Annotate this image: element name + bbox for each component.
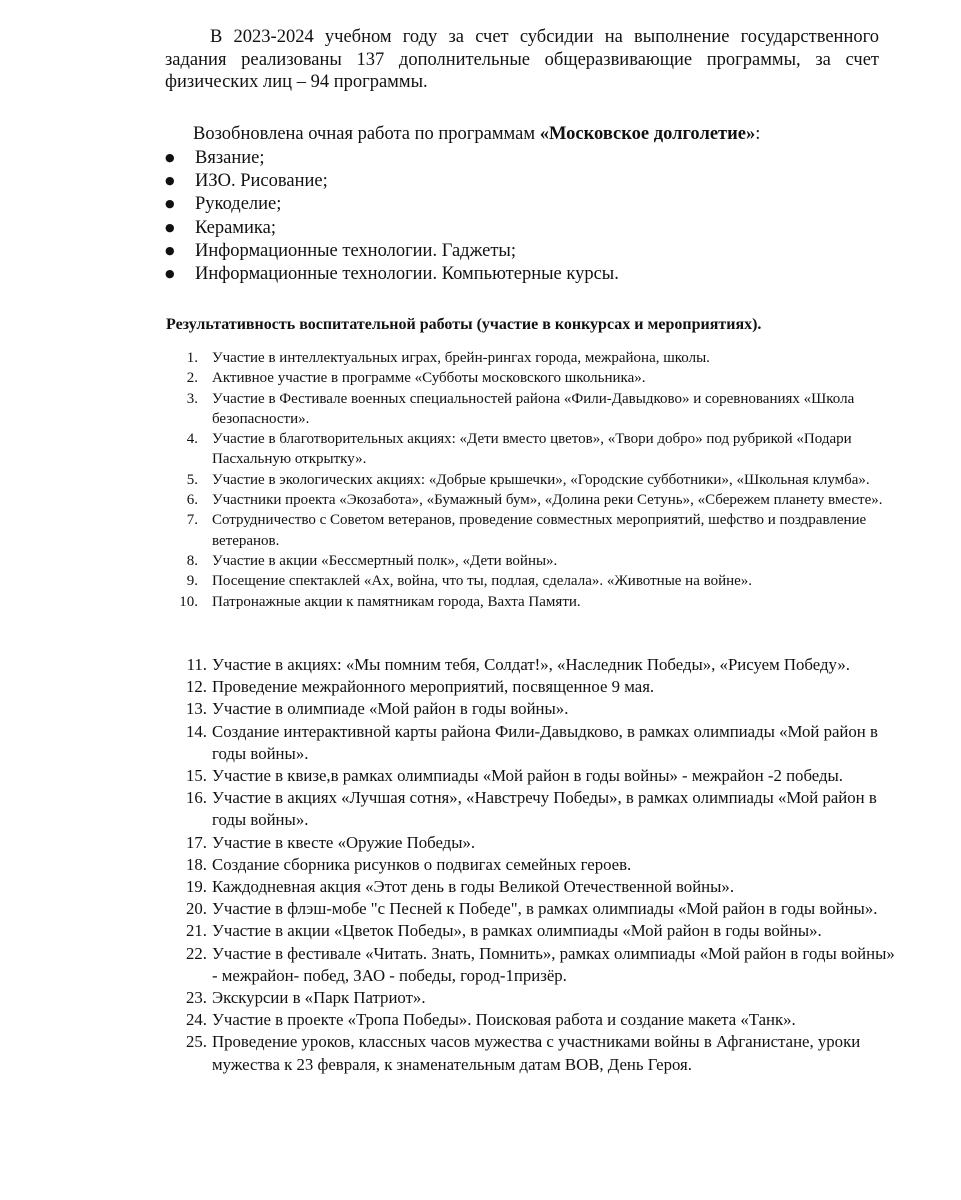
item-text: Участники проекта «Экозабота», «Бумажный бум», «Долина реки Сетунь», «Сбережем планету вместе». [212,492,883,509]
item-text: Участие в квизе,в рамках олимпиады «Мой район в годы войны» - межрайон -2 победы. [212,766,843,786]
item-text: Участие в акциях «Лучшая сотня», «Навстречу Победы», в рамках олимпиады «Мой район в годы войны». [212,788,877,830]
item-text: Проведение межрайонного мероприятий, посвященное 9 мая. [212,677,655,697]
item-text: Участие в акции «Цветок Победы», в рамках олимпиады «Мой район в годы войны». [212,921,822,941]
bullet-icon: ● [165,151,175,164]
item-number: 14. [186,721,207,741]
item-number: 24. [186,1010,207,1030]
item-number: 8. [186,552,198,569]
item-text: Сотрудничество с Советом ветеранов, проведение совместных мероприятий, шефство и поздравление ветеранов. [212,512,867,549]
intro-paragraph [165,26,879,94]
list-item [165,216,619,239]
list-item [178,876,898,898]
item-text: Участие в фестивале «Читать. Знать, Помнить», рамках олимпиады «Мой район в годы войны» - межрайон- побед, ЗАО - победы, город-1призёр. [212,943,895,985]
list-item [165,262,619,285]
item-number: 13. [186,699,207,719]
list-item [178,654,898,676]
list-item [178,551,898,571]
bullet-icon: ● [165,220,175,234]
item-number: 23. [186,988,207,1008]
item-text: Участие в проекте «Тропа Победы». Поисковая работа и создание макета «Танк». [212,1010,796,1030]
program-name: «Московское долголетие» [539,124,756,144]
item-number: 17. [186,832,207,852]
list-item [178,368,898,388]
bullet-icon: ● [165,174,175,188]
results-heading: Результативность воспитательной работы (участие в конкурсах и мероприятиях). [166,316,762,333]
item-text: Участие в флэш-мобе "с Песней к Победе", в рамках олимпиады «Мой район в годы войны». [212,899,878,919]
item-number: 9. [186,573,198,590]
list-item [178,787,898,831]
item-number: 1. [186,350,198,366]
list-item [178,1031,898,1075]
bullet-icon: ● [165,197,175,211]
item-number: 19. [186,877,207,897]
item-number: 22. [186,943,207,963]
moscow-longevity-lead [193,123,760,146]
item-number: 12. [186,677,207,697]
item-number: 7. [186,512,198,529]
item-text: Создание интерактивной карты района Фили-Давыдково, в рамках олимпиады «Мой район в годы войны». [212,721,878,763]
item-text: Проведение уроков, классных часов мужества с участниками войны в Афганистане, уроки мужества к 23 февраля, к знаменательным датам ВОВ, День Героя. [212,1032,861,1074]
item-number: 18. [186,854,207,874]
list-item-text: Информационные технологии. Гаджеты; [195,240,516,261]
list-item [178,429,898,470]
list-item [165,192,619,215]
item-number: 6. [186,492,198,509]
item-number: 2. [186,370,198,387]
list-item [178,348,898,368]
item-number: 5. [186,471,198,488]
list-item-text: ИЗО. Рисование; [195,171,328,192]
list-item [178,898,898,920]
lead-text: Возобновлена очная работа по программам [193,124,540,144]
list-item-text: Рукоделие; [195,194,282,215]
item-text: Участие в интеллектуальных играх, брейн-рингах города, межрайона, школы. [212,350,710,366]
list-item [178,721,898,765]
intro-text: В 2023-2024 учебном году за счет субсидии на выполнение государственного задания реализованы 137 дополнительные общеразвивающие программы, за счет физических лиц – 94 программы. [165,27,879,92]
item-number: 4. [186,431,198,448]
moscow-longevity-list [165,146,619,285]
item-text: Участие в олимпиаде «Мой район в годы войны». [212,699,569,719]
list-item-text: Вязание; [195,148,265,168]
list-item-text: Информационные технологии. Компьютерные курсы. [195,263,619,284]
results-list-part-2 [178,654,898,1076]
item-number: 3. [186,390,198,407]
list-item [178,676,898,698]
list-item [178,765,898,787]
lead-suffix: : [755,124,761,144]
item-text: Экскурсии в «Парк Патриот». [212,988,426,1008]
list-item [178,920,898,942]
item-number: 25. [186,1032,207,1052]
item-text: Участие в экологических акциях: «Добрые крышечки», «Городские субботники», «Школьная клумба». [212,471,870,488]
list-item [178,1009,898,1031]
list-item [178,470,898,490]
list-item-text: Керамика; [195,217,276,238]
item-text: Участие в Фестивале военных специальностей района «Фили-Давыдково» и соревнованиях «Школа безопасности». [212,390,855,427]
list-item [165,239,619,262]
list-item [178,510,898,551]
item-text: Участие в квесте «Оружие Победы». [212,832,476,852]
list-item [178,490,898,510]
list-item [178,943,898,987]
item-text: Патронажные акции к памятникам города, Вахта Памяти. [212,593,581,610]
bullet-icon: ● [165,243,175,257]
list-item [178,389,898,430]
list-item [178,987,898,1009]
item-text: Активное участие в программе «Субботы московского школьника». [212,370,646,387]
item-number: 21. [186,921,207,941]
list-item [178,832,898,854]
item-text: Участие в акции «Бессмертный полк», «Дети войны». [212,552,558,569]
item-text: Посещение спектаклей «Ах, война, что ты, подлая, сделала». «Животные на войне». [212,573,753,590]
item-number: 20. [186,899,207,919]
item-number: 11. [186,655,207,674]
item-text: Участие в благотворительных акциях: «Дети вместо цветов», «Твори добро» под рубрикой «Подари Пасхальную открытку». [212,431,852,468]
item-text: Создание сборника рисунков о подвигах семейных героев. [212,854,632,874]
list-item [165,146,619,169]
list-item [178,698,898,720]
item-number: 16. [186,788,207,808]
list-item [178,571,898,591]
list-item [178,592,898,612]
results-list-part-1 [178,348,898,612]
item-text: Участие в акциях: «Мы помним тебя, Солдат!», «Наследник Победы», «Рисуем Победу». [212,655,850,674]
item-number: 15. [186,766,207,786]
list-item [178,854,898,876]
item-text: Каждодневная акция «Этот день в годы Великой Отечественной войны». [212,877,735,897]
bullet-icon: ● [165,266,175,280]
list-item [165,169,619,192]
item-number: 10. [179,593,198,610]
